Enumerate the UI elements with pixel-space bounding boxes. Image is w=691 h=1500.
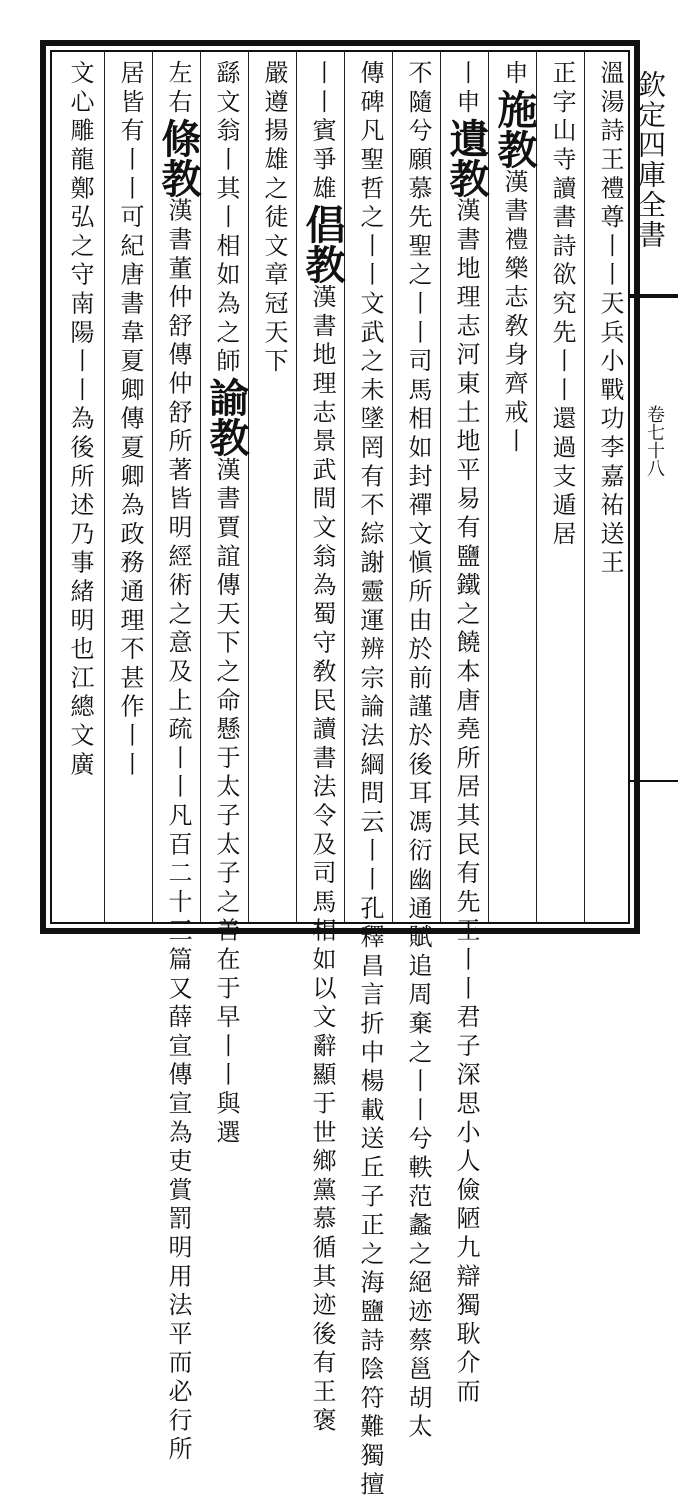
entry-heading: 施教: [491, 88, 538, 169]
column-divider: [536, 52, 537, 922]
column-text: 傳碑凡聖哲之丨丨文武之未墜罔有不綜謝靈運辨宗論法綱問云丨丨孔釋昌言折中楊載送丘子正之海鹽詩陰符難獨擅: [356, 60, 384, 1500]
text-column-10: [155, 60, 202, 1465]
column-text: 居皆有丨丨可紀唐書韋夏卿傳夏卿為政務通理不甚作丨丨: [116, 60, 144, 780]
column-prefix: 丨申: [452, 60, 480, 118]
column-text: 漢書地理志景武間文翁為蜀守敎民讀書法令及司馬相如以文辭顯于世鄉黨慕循其迹後有王褒: [308, 284, 336, 1436]
banner-rule-lower: [628, 780, 678, 782]
column-text: 溫湯詩王禮尊丨丨天兵小戰功李嘉祐送王: [596, 60, 624, 579]
column-prefix: 申: [500, 60, 528, 89]
text-column-12: [60, 60, 100, 920]
column-text: 漢書禮樂志敎身齊戒丨: [500, 168, 528, 457]
column-prefix: 左右: [164, 60, 192, 118]
column-text: 文心雕龍鄭弘之守南陽丨丨為後所述乃事緒明也江總文廣: [66, 60, 94, 780]
text-column-11: [110, 60, 150, 920]
column-text: 漢書董仲舒傳仲舒所著皆明經術之意及上疏丨丨凡百二十三篇又薛宣傳宣為吏賞罰明用法平而必行所: [164, 197, 192, 1465]
column-divider: [296, 52, 297, 922]
column-text: 正字山寺讀書詩欲究先丨丨還過支遁居: [548, 60, 576, 550]
column-divider: [440, 52, 441, 922]
text-column-1: [590, 60, 630, 920]
text-column-4: [443, 60, 490, 1408]
entry-heading: 諭教: [203, 376, 250, 457]
column-divider: [248, 52, 249, 922]
text-column-7: [299, 60, 346, 1436]
column-prefix: 丨丨賓爭雄: [308, 60, 336, 204]
banner-rule: [628, 294, 678, 298]
text-column-8: [254, 60, 294, 920]
text-column-9: [203, 60, 250, 1149]
column-text: 漢書地理志河東土地平易有鹽鐵之饒本唐堯所居其民有先王丨丨君子深思小人儉陋九辯獨耿介而: [452, 197, 480, 1408]
text-column-5: [398, 60, 438, 1443]
column-text: 不隨兮願慕先聖之丨丨司馬相如封禪文愼所由於前謹於後耳馮衍幽通賦追周棄之丨丨兮軼范蠡之絕迹蔡邕胡太: [404, 60, 432, 1443]
entry-heading: 遺教: [443, 117, 490, 198]
text-column-2: [542, 60, 582, 920]
column-divider: [152, 52, 153, 922]
column-divider: [584, 52, 585, 922]
column-text: 漢書賈誼傳天下之命懸于太子太子之善在于早丨丨與選: [212, 456, 240, 1149]
entry-heading: 倡教: [299, 204, 346, 284]
volume-label: 卷七十八: [644, 405, 665, 477]
text-column-6: [350, 60, 390, 1500]
book-title: 欽定四庫全書: [634, 70, 667, 250]
column-divider: [104, 52, 105, 922]
column-divider: [344, 52, 345, 922]
column-divider: [392, 52, 393, 922]
entry-heading: 條教: [155, 117, 202, 198]
text-column-3: [491, 60, 538, 920]
column-prefix: 繇文翁丨其丨相如為之師: [212, 60, 240, 377]
column-text: 嚴遵揚雄之徒文章冠天下: [260, 60, 288, 377]
